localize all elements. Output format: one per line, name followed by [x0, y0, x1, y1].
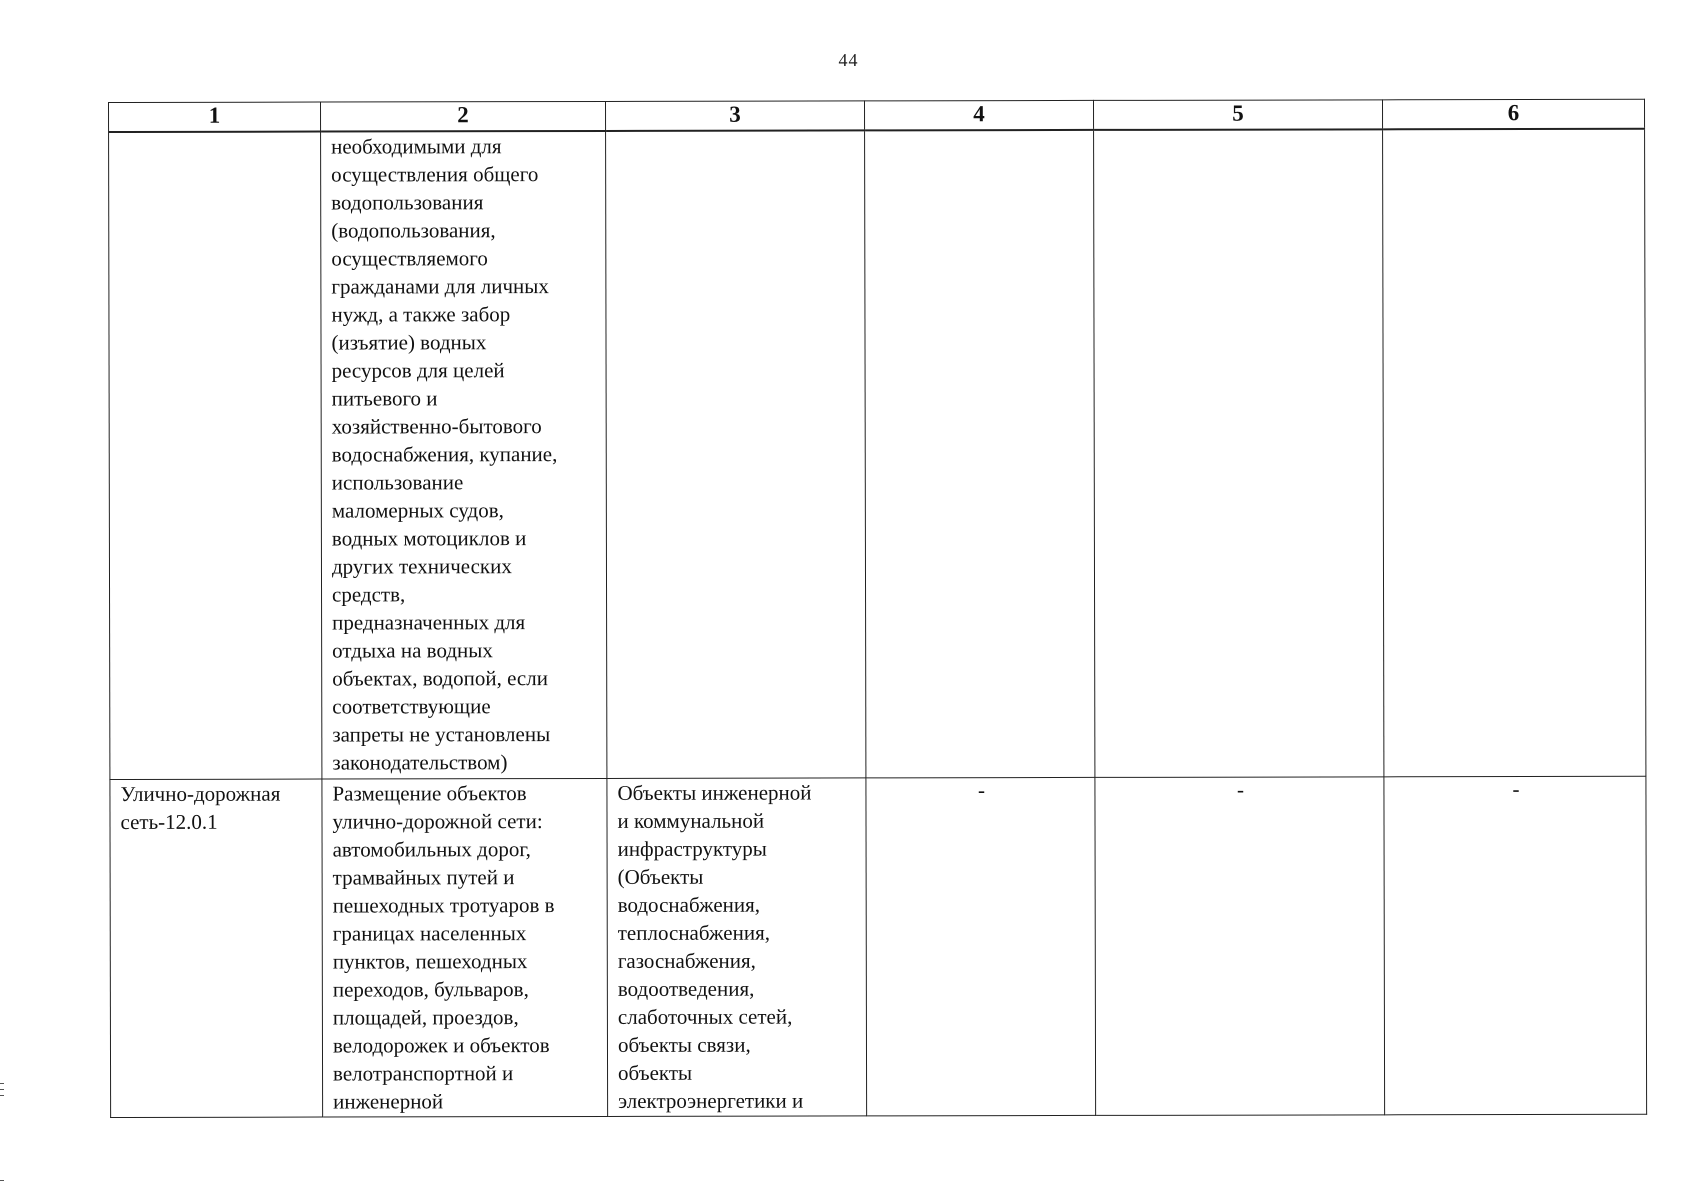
regulations-table [108, 99, 1647, 1118]
land-use-type-text: Улично-дорожная сеть-12.0.1 [120, 781, 281, 834]
header-col-6: 6 [1382, 99, 1644, 129]
infrastructure-objects-text: Объекты инженерной и коммунальной инфраструктуры (Объекты водоснабжения, теплоснабжения, газоснабжения, водоотведения, слаботочных сетей, объекты связи, объекты электроэнергетики и [617, 780, 812, 1113]
margin-scan-mark [0, 1180, 4, 1181]
cell-road-col4 [866, 777, 1096, 1115]
cell-continuation-col1 [109, 132, 322, 780]
cell-continuation-col3 [606, 130, 866, 778]
margin-scan-mark [0, 1083, 4, 1084]
cell-continuation-col4 [865, 130, 1095, 778]
table-row-road-network [110, 776, 1647, 1117]
cell-road-col6 [1384, 776, 1647, 1115]
margin-scan-mark [0, 1095, 4, 1096]
use-description-text: Размещение объектов улично-дорожной сети: автомобильных дорог, трамвайных путей и пешеходных тротуаров в границах населенных пунктов, пешеходных переходов, бульваров, площадей, проездов, велодорожек и объектов велотранспортной и инженерной [332, 781, 555, 1114]
cell-road-col3 [607, 778, 867, 1117]
continuation-description-text: необходимыми для осуществления общего водопользования (водопользования, осуществляемого гражданами для личных нужд, а также забор (изъятие) водных ресурсов для целей питьевого и хозяйственно-бытового водоснабжения, купание, использование маломерных судов, водных мотоциклов и других технических средств, предназначенных для отдыха на водных объектах, водопой, если соответствующие запреты не установлены законодательством) [331, 134, 558, 775]
dash-col4: - [977, 778, 985, 803]
cell-continuation-col6 [1383, 129, 1646, 777]
header-col-1: 1 [109, 102, 321, 132]
dash-col5: - [1236, 777, 1244, 802]
cell-continuation-col2 [321, 131, 607, 779]
margin-scan-mark [0, 1089, 4, 1090]
cell-continuation-col5 [1094, 129, 1384, 777]
cell-road-col2 [322, 778, 608, 1117]
header-row [109, 99, 1645, 132]
header-col-3: 3 [605, 101, 864, 131]
dash-col6: - [1512, 777, 1520, 802]
header-col-5: 5 [1093, 100, 1382, 130]
header-col-2: 2 [321, 101, 606, 131]
cell-road-col5 [1095, 777, 1385, 1116]
cell-road-col1 [110, 779, 323, 1117]
header-col-4: 4 [864, 100, 1093, 130]
page-number: 44 [838, 50, 859, 70]
table-row-continuation [109, 129, 1646, 780]
